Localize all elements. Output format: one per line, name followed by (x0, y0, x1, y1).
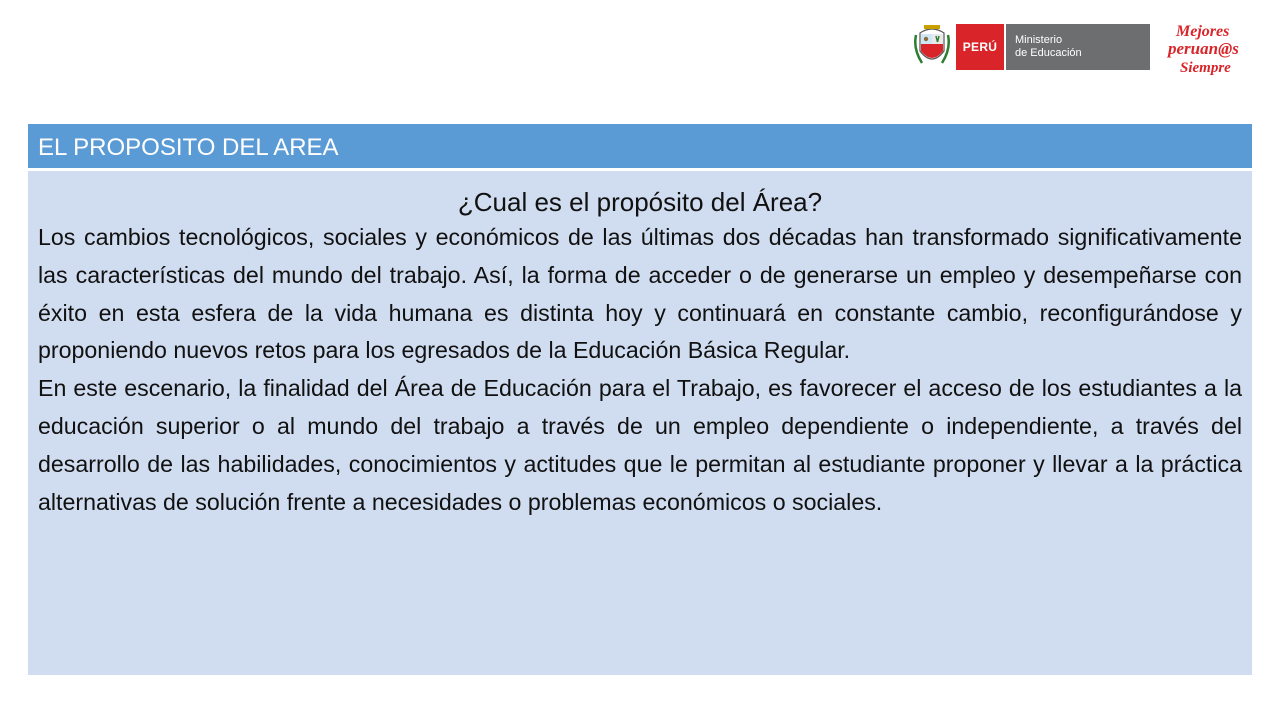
header-logos (912, 20, 1242, 78)
ministry-logo (956, 24, 1150, 70)
table-body (28, 171, 1252, 521)
ministry-logo-name (1006, 24, 1150, 70)
svg-text:Mejores: Mejores (1176, 23, 1230, 40)
svg-text:peruan@s: peruan@s (1168, 39, 1239, 58)
paragraph-2: En este escenario, la finalidad del Área de Educación para el Trabajo, es favorecer el acceso de los estudiantes a la educación superior o al mundo del trabajo a través de un empleo dependiente o independiente, a través del desarrollo de las habilidades, conocimientos y actitudes que le permitan al estudiante proponer y llevar a la práctica alternativas de solución frente a necesidades o problemas económicos o sociales. (38, 375, 1242, 515)
ministry-logo-line1: Ministerio (1015, 34, 1063, 46)
table-header: EL PROPOSITO DEL AREA (28, 124, 1252, 171)
ministry-logo-line2: de Educación (1015, 47, 1082, 59)
ministry-logo-country: PERÚ (956, 24, 1006, 70)
mejores-peruanos-logo (1166, 20, 1242, 78)
peru-coat-of-arms-icon (912, 23, 952, 71)
svg-text:Siempre: Siempre (1180, 60, 1231, 76)
purpose-table (28, 124, 1252, 675)
question-heading: ¿Cual es el propósito del Área? (457, 187, 823, 217)
paragraph-1: Los cambios tecnológicos, sociales y económicos de las últimas dos décadas han transformado significativamente las características del mundo del trabajo. Así, la forma de acceder o de generarse un empleo y desempeñarse con éxito en esta esfera de la vida humana es distinta hoy y continuará en constante cambio, reconfigurándose y proponiendo nuevos retos para los egresados de la Educación Básica Regular. (38, 224, 1242, 364)
